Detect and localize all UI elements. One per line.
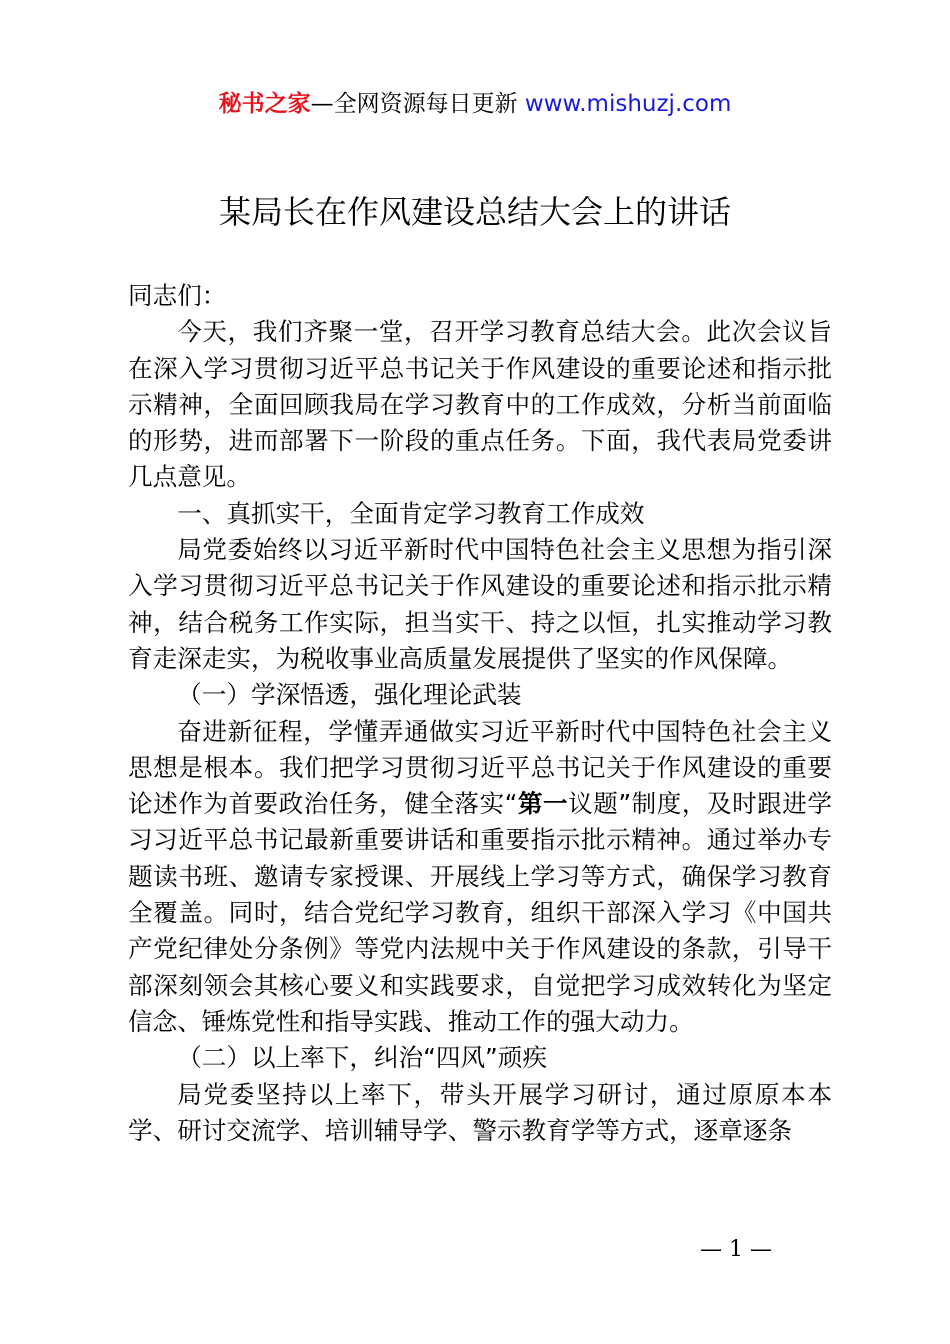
subsection-heading-2: （二）以上率下，纠治“四风”顽疾 xyxy=(177,1043,547,1073)
document-title: 某局长在作风建设总结大会上的讲话 xyxy=(218,193,731,231)
salutation: 同志们： xyxy=(128,281,227,310)
header-tagline: —全网资源每日更新 xyxy=(310,91,518,117)
subsection-heading-1: （一）学深悟透，强化理论武装 xyxy=(177,680,522,710)
subsection-1-paragraph xyxy=(128,714,832,1041)
brand-name: 秘书之家 xyxy=(218,91,311,117)
subsection-1-text-b: 议题”制度，及时跟进学习习近平总书记最新重要讲话和重要指示批示精神。通过举办专题读书班、邀请专家授课、开展线上学习等方式，确保学习教育全覆盖。同时，结合党纪学习教育，组织干部深入学习《中国共产党纪律处分条例》等党内法规中关于作风建设的条款，引导干部深刻领会其核心要义和实践要求，自觉把学习成效转化为坚定信念、锤炼党性和指导实践、推动工作的强大动力。 xyxy=(128,789,832,1036)
subsection-2-paragraph: 局党委坚持以上率下，带头开展学习研讨，通过原原本本学、研讨交流学、培训辅导学、警示教育学等方式，逐章逐条 xyxy=(128,1079,832,1145)
intro-paragraph: 今天，我们齐聚一堂，召开学习教育总结大会。此次会议旨在深入学习贯彻习近平总书记关于作风建设的重要论述和指示批示精神，全面回顾我局在学习教育中的工作成效，分析当前面临的形势，进而部署下一阶段的重点任务。下面，我代表局党委讲几点意见。 xyxy=(128,317,832,492)
section-heading-1: 一、真抓实干，全面肯定学习教育工作成效 xyxy=(177,498,645,528)
section-1-paragraph: 局党委始终以习近平新时代中国特色社会主义思想为指引深入学习贯彻习近平总书记关于作风建设的重要论述和指示批示精神，结合税务工作实际，担当实干、持之以恒，扎实推动学习教育走深走实，为税收事业高质量发展提供了坚实的作风保障。 xyxy=(128,535,832,673)
page-number: — 1 — xyxy=(700,1237,772,1262)
document-body xyxy=(128,278,832,1149)
site-url-link[interactable]: www.mishuzj.com xyxy=(524,91,732,117)
site-header xyxy=(0,88,950,120)
bold-emphasis: 第一 xyxy=(517,789,569,819)
subsection-1-text-a: 奋进新征程，学懂弄通做实习近平新时代中国特色社会主义思想是根本。我们把学习贯彻习近平总书记关于作风建设的重要论述作为首要政治任务，健全落实“ xyxy=(128,716,832,819)
